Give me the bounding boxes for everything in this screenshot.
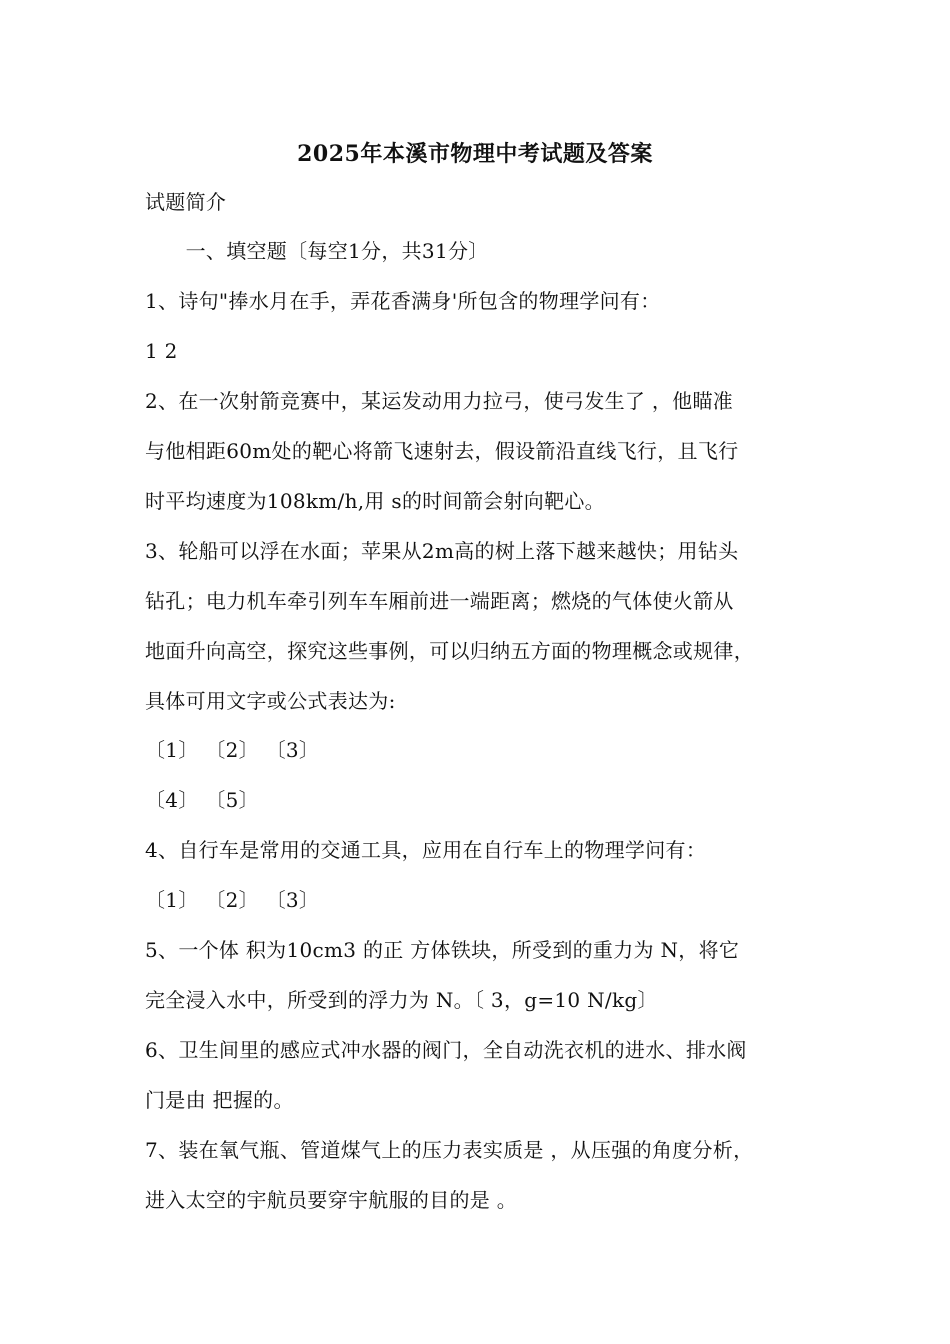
question-3-line-3: 地面升向高空，探究这些事例，可以归纳五方面的物理概念或规律， xyxy=(145,639,754,663)
question-5-line-2: 完全浸入水中，所受到的浮力为 N。〔 3，g=10 N/kg〕 xyxy=(145,988,658,1012)
question-6-line-1: 6、卫生间里的感应式冲水器的阀门，全自动洗衣机的进水、排水阀 xyxy=(145,1038,747,1062)
question-7-line-2: 进入太空的宇航员要穿宇航服的目的是 。 xyxy=(145,1188,518,1212)
section-intro-label: 试题简介 xyxy=(145,190,227,214)
question-2-line-2: 与他相距60m处的靶心将箭飞速射去，假设箭沿直线飞行，且飞行 xyxy=(145,439,739,463)
question-2-line-3: 时平均速度为108km/h,用 s的时间箭会射向靶心。 xyxy=(145,489,605,513)
page-title: 2025年本溪市物理中考试题及答案 xyxy=(297,141,653,167)
question-6-line-2: 门是由 把握的。 xyxy=(145,1088,294,1112)
section-heading-fill-in: 一、填空题〔每空1分，共31分〕 xyxy=(145,239,489,263)
question-3-line-4: 具体可用文字或公式表达为: xyxy=(145,689,396,713)
question-3-line-1: 3、轮船可以浮在水面；苹果从2m高的树上落下越来越快；用钻头 xyxy=(145,539,739,563)
question-3-blanks-4-5: 〔4〕 〔5〕 xyxy=(145,788,259,812)
question-1-text: 1、诗句"捧水月在手，弄花香满身'所包含的物理学问有： xyxy=(145,289,661,313)
question-2-line-1: 2、在一次射箭竞赛中，某运发动用力拉弓，使弓发生了 ，他瞄准 xyxy=(145,389,734,413)
question-7-line-1: 7、装在氧气瓶、管道煤气上的压力表实质是 ，从压强的角度分析， xyxy=(145,1138,754,1162)
question-4-text: 4、自行车是常用的交通工具，应用在自行车上的物理学问有： xyxy=(145,838,707,862)
question-5-line-1: 5、一个体 积为10cm3 的正 方体铁块，所受到的重力为 N，将它 xyxy=(145,938,740,962)
question-3-blanks-1-3: 〔1〕 〔2〕 〔3〕 xyxy=(145,738,320,762)
question-3-line-2: 钻孔；电力机车牵引列车车厢前进一端距离；燃烧的气体使火箭从 xyxy=(145,589,734,613)
question-4-blanks: 〔1〕 〔2〕 〔3〕 xyxy=(145,888,320,912)
question-1-blanks: 1 2 xyxy=(145,339,178,363)
